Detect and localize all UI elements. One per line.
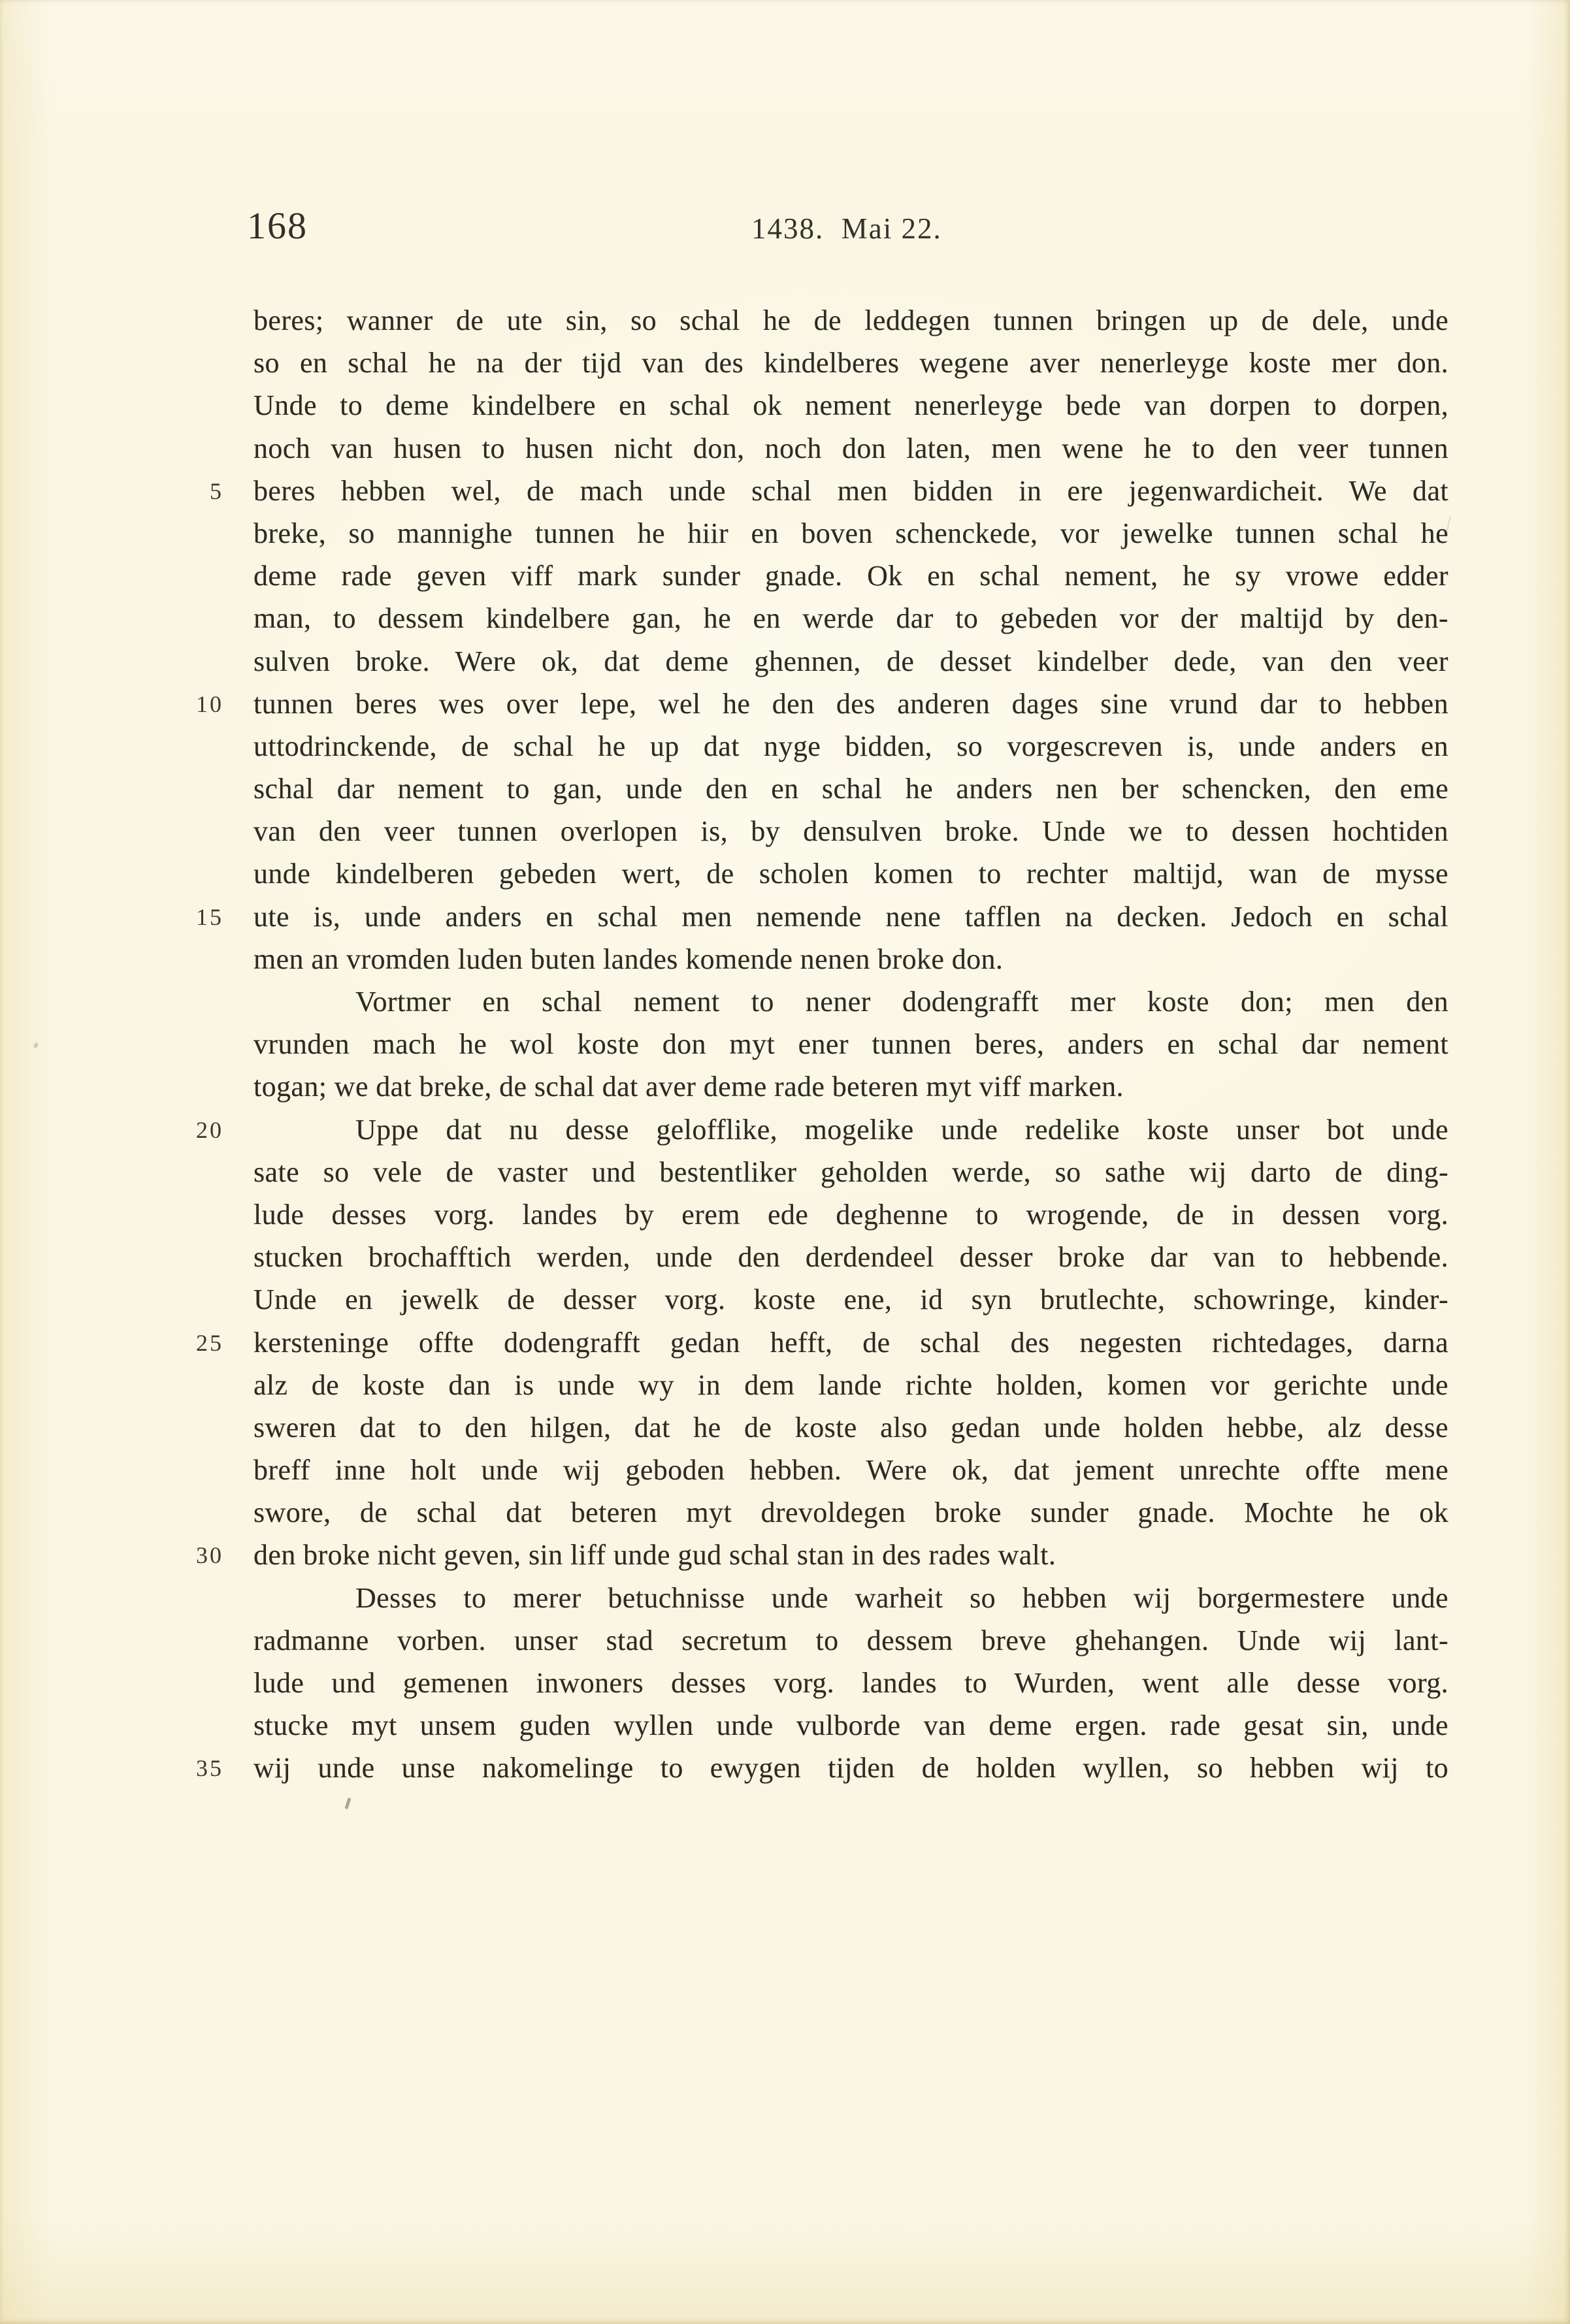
text-line (0, 555, 1570, 597)
text-line (0, 810, 1570, 852)
line-text: togan; we dat breke, de schal dat aver deme rade beteren myt viff marken. (253, 1071, 1124, 1103)
line-text: Vortmer en schal nement to nener dodengrafft mer koste don; men den (355, 986, 1448, 1018)
line-text: Unde to deme kindelbere en schal ok nement nenerleyge bede van dorpen to dorpen, (253, 389, 1448, 422)
line-text: lude und gemenen inwoners desses vorg. landes to Wurden, went alle desse vorg. (253, 1667, 1448, 1699)
text-line (0, 1619, 1570, 1662)
margin-line-number: 25 (196, 1329, 223, 1356)
line-text: beres hebben wel, de mach unde schal men bidden in ere jegenwardicheit. We dat (253, 474, 1448, 507)
text-line (0, 1449, 1570, 1491)
text-line (0, 1704, 1570, 1747)
text-line (0, 640, 1570, 683)
text-line (0, 342, 1570, 384)
text-line (0, 1577, 1570, 1619)
text-line (0, 512, 1570, 555)
line-text: wij unde unse nakomelinge to ewygen tijden de holden wyllen, so hebben wij to (253, 1752, 1448, 1784)
text-line (0, 938, 1570, 980)
margin-line-number: 30 (196, 1542, 223, 1569)
margin-line-number: 10 (196, 690, 223, 717)
text-line (0, 427, 1570, 470)
line-text: breff inne holt unde wij geboden hebben. Were ok, dat jement unrechte offte mene (253, 1454, 1448, 1487)
line-text: noch van husen to husen nicht don, noch don laten, men wene he to den veer tunnen (253, 432, 1448, 464)
line-text: so en schal he na der tijd van des kindelberes wegene aver nenerleyge koste mer don. (253, 347, 1448, 379)
line-text: man, to dessem kindelbere gan, he en werde dar to gebeden vor der maltijd by den- (253, 602, 1448, 635)
page-number: 168 (247, 204, 308, 247)
margin-line-number: 5 (210, 477, 223, 504)
line-text: stucke myt unsem guden wyllen unde vulborde van deme ergen. rade gesat sin, unde (253, 1709, 1448, 1742)
line-text: unde kindelberen gebeden wert, de scholen komen to rechter maltijd, wan de mysse (253, 858, 1448, 890)
line-text: men an vromden luden buten landes komende nenen broke don. (253, 943, 1004, 975)
line-text: Uppe dat nu desse gelofflike, mogelike unde redelike koste unser bot unde (355, 1113, 1448, 1146)
line-text: sulven broke. Were ok, dat deme ghennen, de desset kindelber dede, van den veer (253, 645, 1448, 677)
line-text: den broke nicht geven, sin liff unde gud schal stan in des rades walt. (253, 1539, 1056, 1572)
text-line (0, 1151, 1570, 1193)
text-line (0, 1491, 1570, 1534)
text-line (0, 1023, 1570, 1065)
text-line (0, 384, 1570, 427)
line-text: radmanne vorben. unser stad secretum to dessem breve ghehangen. Unde wij lant- (253, 1624, 1448, 1656)
text-line (0, 1193, 1570, 1236)
line-text: sweren dat to den hilgen, dat he de koste also gedan unde holden hebbe, alz desse (253, 1411, 1448, 1444)
margin-line-number: 15 (196, 903, 223, 930)
text-line (0, 1406, 1570, 1449)
text-line (0, 1236, 1570, 1278)
line-text: lude desses vorg. landes by erem ede deghenne to wrogende, de in dessen vorg. (253, 1198, 1448, 1231)
line-text: kersteninge offte dodengrafft gedan hefft, de schal des negesten richtedages, darna (253, 1326, 1448, 1359)
line-text: ute is, unde anders en schal men nemende nene tafflen na decken. Jedoch en schal (253, 900, 1448, 933)
text-line (0, 1662, 1570, 1704)
text-line (0, 683, 1570, 725)
text-line (0, 299, 1570, 342)
text-line (0, 980, 1570, 1023)
line-text: stucken brochafftich werden, unde den derdendeel desser broke dar van to hebbende. (253, 1241, 1448, 1274)
line-text: swore, de schal dat beteren myt drevoldegen broke sunder gnade. Mochte he ok (253, 1496, 1448, 1529)
line-text: alz de koste dan is unde wy in dem lande richte holden, komen vor gerichte unde (253, 1368, 1448, 1401)
text-line (0, 1108, 1570, 1151)
running-head-date: 1438. Mai 22. (751, 212, 942, 245)
line-text: van den veer tunnen overlopen is, by densulven broke. Unde we to dessen hochtiden (253, 815, 1448, 848)
text-line (0, 1534, 1570, 1576)
line-text: vrunden mach he wol koste don myt ener tunnen beres, anders en schal dar nement (253, 1028, 1448, 1061)
text-line (0, 1364, 1570, 1406)
line-text: beres; wanner de ute sin, so schal he de leddegen tunnen bringen up de dele, unde (253, 304, 1448, 336)
line-text: Unde en jewelk de desser vorg. koste ene, id syn brutlechte, schowringe, kinder- (253, 1283, 1448, 1316)
paper-speck (344, 1798, 351, 1810)
line-text: breke, so mannighe tunnen he hiir en boven schenckede, vor jewelke tunnen schal he (253, 517, 1448, 549)
text-line (0, 597, 1570, 639)
text-line (0, 1321, 1570, 1364)
text-line (0, 1065, 1570, 1108)
text-line (0, 852, 1570, 895)
body-text-block (0, 299, 1570, 1790)
text-line (0, 470, 1570, 512)
text-line (0, 1278, 1570, 1321)
text-line (0, 767, 1570, 810)
line-text: deme rade geven viff mark sunder gnade. Ok en schal nement, he sy vrowe edder (253, 560, 1448, 592)
line-text: tunnen beres wes over lepe, wel he den des anderen dages sine vrund dar to hebben (253, 687, 1448, 720)
text-line (0, 725, 1570, 767)
line-text: uttodrinckende, de schal he up dat nyge bidden, so vorgescreven is, unde anders en (253, 730, 1448, 762)
text-line (0, 1747, 1570, 1789)
line-text: sate so vele de vaster und bestentliker geholden werde, so sathe wij darto de ding- (253, 1155, 1448, 1188)
line-text: Desses to merer betuchnisse unde warheit so hebben wij borgermestere unde (355, 1581, 1448, 1614)
line-text: schal dar nement to gan, unde den en schal he anders nen ber schencken, den eme (253, 773, 1448, 805)
margin-line-number: 35 (196, 1755, 223, 1782)
text-line (0, 896, 1570, 938)
margin-line-number: 20 (196, 1116, 223, 1143)
